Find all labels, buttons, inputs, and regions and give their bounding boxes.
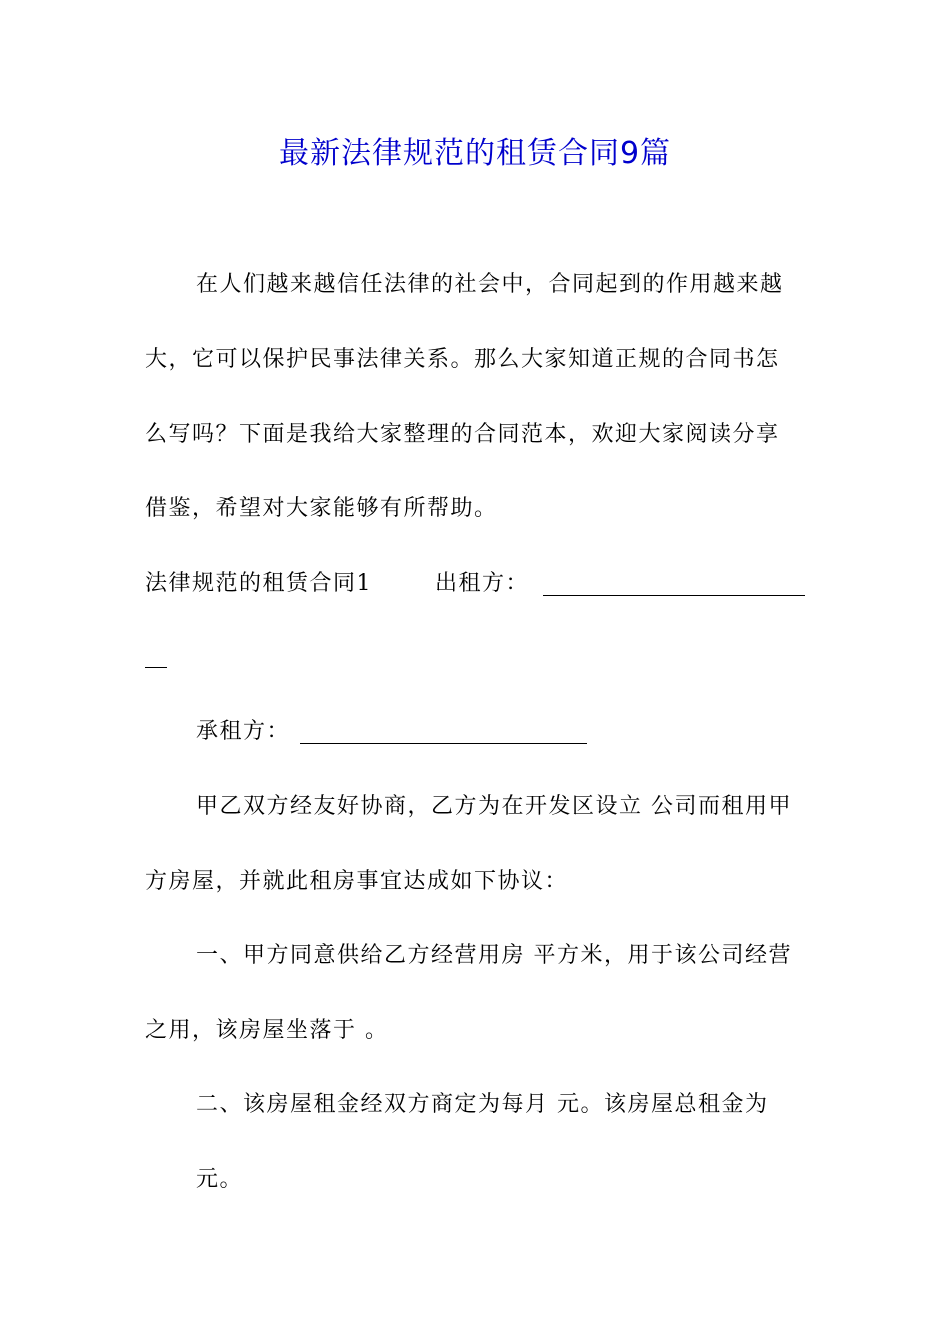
intro-line-3: 么写吗？下面是我给大家整理的合同范本，欢迎大家阅读分享 [145,422,780,447]
intro-line-4: 借鉴，希望对大家能够有所帮助。 [145,496,498,521]
intro-line-2: 大，它可以保护民事法律关系。那么大家知道正规的合同书怎 [145,347,780,372]
clause2-line-2: 元。 [196,1167,244,1192]
para1-line-2: 方房屋，并就此租房事宜达成如下协议： [145,869,569,894]
intro-line-1: 在人们越来越信任法律的社会中，合同起到的作用越来越 [196,272,784,297]
lessee-label: 承租方： [196,719,291,744]
lessor-label: 出租方： [435,571,530,596]
clause2-line-1: 二、该房屋租金经双方商定为每月 元。该房屋总租金为 [196,1092,769,1117]
document-title: 最新法律规范的租赁合同9篇 [278,136,672,171]
lessee-blank-line [300,743,587,744]
lessor-blank-line [543,595,805,596]
para1-line-1: 甲乙双方经友好协商，乙方为在开发区设立 公司而租用甲 [196,794,792,819]
contract-heading: 法律规范的租赁合同1 [145,571,372,596]
clause1-line-1: 一、甲方同意供给乙方经营用房 平方米，用于该公司经营 [196,943,792,968]
clause1-line-2: 之用，该房屋坐落于 。 [145,1018,389,1043]
lessor-blank-line-continued [145,667,167,668]
